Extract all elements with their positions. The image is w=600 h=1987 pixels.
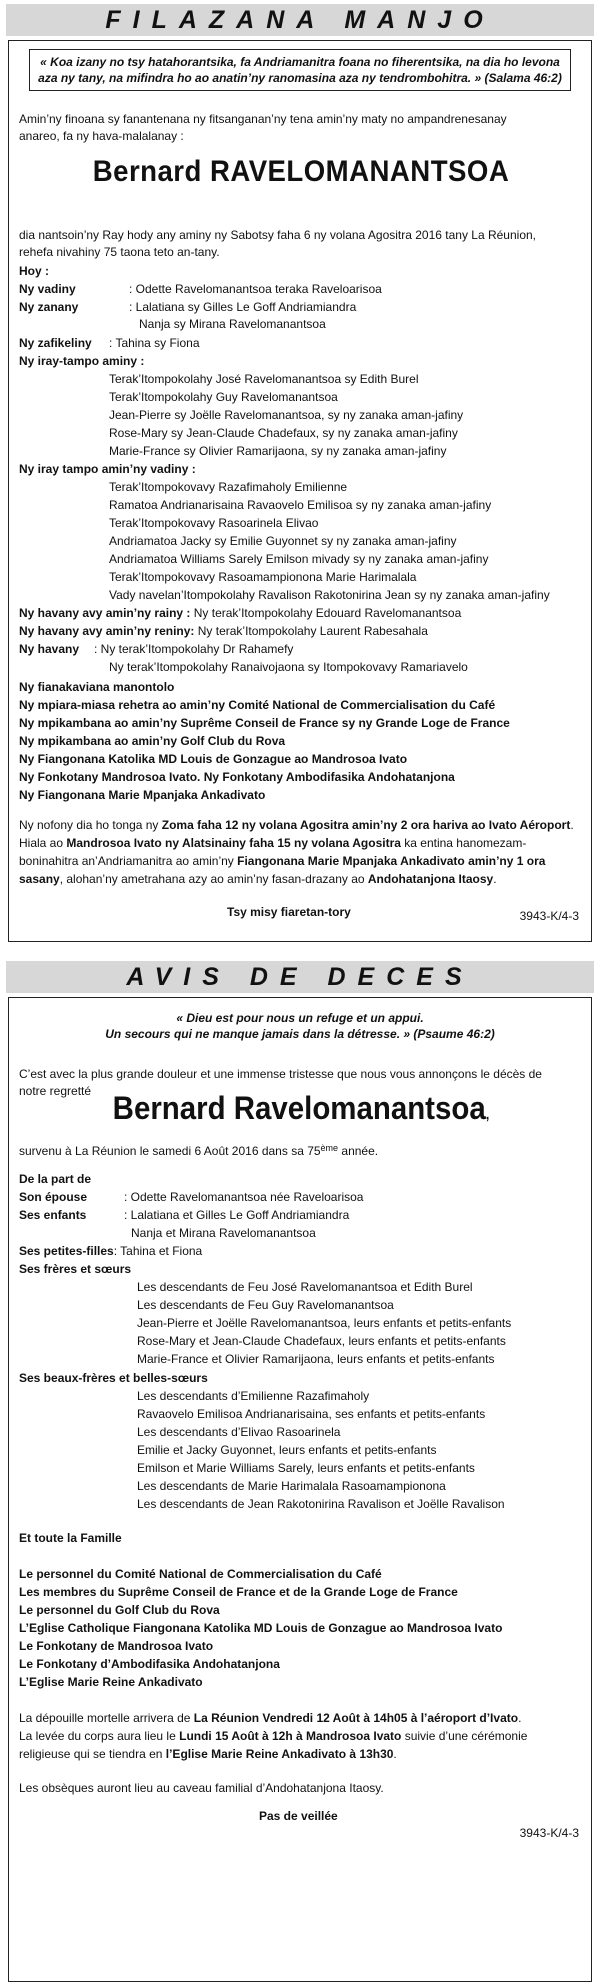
- superscript: ème: [320, 1143, 339, 1153]
- list-item: Emilie et Jacky Guyonnet, leurs enfants et petits-enfants: [137, 1443, 437, 1457]
- list-item: Andriamatoa Jacky sy Emilie Guyonnet sy ny zanaka aman-jafiny: [109, 534, 457, 548]
- list-item: Ravaovelo Emilisoa Andrianarisaina, ses enfants et petits-enfants: [137, 1407, 486, 1421]
- text-span: , alohan’ny ametrahana azy ao amin’ny fasan-drazany ao: [59, 872, 368, 886]
- arrival-line-2: [19, 1728, 527, 1745]
- org-line: Ny mpikambana ao amin’ny Suprême Conseil de France sy ny Grande Loge de France: [19, 716, 510, 730]
- part-label: De la part de: [19, 1172, 92, 1186]
- text-span: Ny nofony dia ho tonga ny: [19, 818, 162, 832]
- iray-vadiny-label: Ny iray tampo amin’ny vadiny :: [19, 462, 196, 476]
- death-line-1: dia nantsoin’ny Ray hody any aminy ny Sabotsy faha 6 ny volana Agositra 2016 tany La Réunion,: [19, 228, 537, 242]
- text-span: sasany: [19, 872, 60, 886]
- list-item: Rose-Mary sy Jean-Claude Chadefaux, sy ny zanaka aman-jafiny: [109, 426, 458, 440]
- rainy-label: Ny havany avy amin’ny rainy :: [19, 606, 191, 620]
- text-span: année.: [338, 1144, 379, 1158]
- org-line: Ny Fonkotany Mandrosoa Ivato. Ny Fonkotany Ambodifasika Andohatanjona: [19, 770, 455, 784]
- vadiny-label: Ny vadiny: [19, 282, 76, 296]
- arrival-line-3: [19, 1746, 397, 1763]
- text-span: .: [570, 818, 574, 832]
- intro-line-2: anareo, fa ny hava-malalanay :: [19, 129, 184, 143]
- text-span: religieuse qui se tiendra en: [19, 1747, 166, 1761]
- malagasy-banner: [6, 4, 594, 36]
- text-span: Lundi 15 Août à 12h à Mandrosoa Ivato: [179, 1729, 402, 1743]
- havany-value-2: Ny terak’Itompokolahy Ranaivojaona sy Itompokovavy Ramariavelo: [109, 660, 468, 674]
- list-item: Terak’Itompokovavy Rasoarinela Elivao: [109, 516, 319, 530]
- malagasy-quote: « Koa izany no tsy hatahorantsika, fa Andriamanitra foana no fiherentsika, na dia ho levona aza ny tany, na mifindra ho ao anatin’ny ranomasina aza ny tendrombohitra. » (Salama 46:2): [29, 49, 571, 91]
- list-item: Marie-France et Olivier Ramarijaona, leurs enfants et petits-enfants: [137, 1352, 495, 1366]
- text-span: survenu à La Réunion le samedi 6 Août 2016 dans sa 75: [19, 1144, 321, 1158]
- quote-line-2: Un secours qui ne manque jamais dans la détresse. » (Psaume 46:2): [105, 1027, 495, 1041]
- list-item: Les descendants d’Emilienne Razafimaholy: [137, 1389, 370, 1403]
- text-span: boninahitra an’Andriamanitra ao amin’ny: [19, 854, 238, 868]
- org-line: Le personnel du Comité National de Commercialisation du Café: [19, 1567, 382, 1581]
- closing-text: Pas de veillée: [259, 1809, 338, 1823]
- freres-label: Ses frères et sœurs: [19, 1262, 132, 1276]
- list-item: Les descendants de Feu Guy Ravelomanantsoa: [137, 1298, 394, 1312]
- zanany-label: Ny zanany: [19, 300, 79, 314]
- deceased-name-text: Bernard Ravelomanantsoa: [112, 1090, 486, 1126]
- zafikeliny-value: : Tahina sy Fiona: [109, 336, 200, 350]
- arrival-line-1: [19, 1710, 521, 1727]
- rainy-line: [19, 605, 461, 622]
- org-line: Le Fonkotany de Mandrosoa Ivato: [19, 1639, 214, 1653]
- text-span: Fiangonana Marie Mpanjaka Ankadivato amin’ny 1 ora: [237, 854, 546, 868]
- list-item: Les descendants d’Elivao Rasoarinela: [137, 1425, 341, 1439]
- org-line: Ny fianakaviana manontolo: [19, 680, 175, 694]
- org-line: Le personnel du Golf Club du Rova: [19, 1603, 220, 1617]
- intro-line-1: Amin’ny finoana sy fanantenana ny fitsanganan’ny tena amin’ny maty no ampandrenesanay: [19, 112, 507, 126]
- malagasy-banner-title: FILAZANA MANJO: [105, 5, 495, 34]
- text-span: .: [493, 872, 497, 886]
- org-line: L’Eglise Marie Reine Ankadivato: [19, 1675, 203, 1689]
- list-item: Les descendants de Marie Harimalala Rasoamampionona: [137, 1479, 446, 1493]
- zafikeliny-label: Ny zafikeliny: [19, 336, 92, 350]
- enfants-value-1: : Lalatiana et Gilles Le Goff Andriamiandra: [124, 1208, 350, 1222]
- deceased-name: Bernard RAVELOMANANTSOA: [92, 155, 510, 188]
- obseques-line: Les obsèques auront lieu au caveau familial d’Andohatanjona Itaosy.: [19, 1781, 384, 1795]
- iray-label: Ny iray-tampo aminy :: [19, 354, 145, 368]
- list-item: Terak’Itompokolahy José Ravelomanantsoa sy Edith Burel: [109, 372, 419, 386]
- list-item: Jean-Pierre et Joëlle Ravelomanantsoa, leurs enfants et petits-enfants: [137, 1316, 512, 1330]
- french-quote: [29, 1006, 571, 1050]
- death-line: [19, 1143, 378, 1160]
- list-item: Emilson et Marie Williams Sarely, leurs enfants et petits-enfants: [137, 1461, 475, 1475]
- death-line-2: rehefa nivahiny 75 taona teto an-tany.: [19, 245, 220, 259]
- text-span: La dépouille mortelle arrivera de: [19, 1711, 194, 1725]
- list-item: Terak’Itompokovavy Razafimaholy Emilienne: [109, 480, 348, 494]
- french-banner: [6, 961, 594, 993]
- reference-code: 3943-K/4-3: [519, 1826, 579, 1840]
- list-item: Marie-France sy Olivier Ramarijaona, sy ny zanaka aman-jafiny: [109, 444, 447, 458]
- reniny-label: Ny havany avy amin’ny reniny:: [19, 624, 195, 638]
- reference-code: 3943-K/4-3: [519, 909, 579, 923]
- deceased-name: [32, 1090, 569, 1126]
- enfants-value-2: Nanja et Mirana Ravelomanantsoa: [131, 1226, 316, 1240]
- arrival-line-3: [19, 853, 545, 870]
- hoy-label: Hoy :: [19, 264, 49, 278]
- epouse-value: : Odette Ravelomanantsoa née Raveloarisoa: [124, 1190, 364, 1204]
- org-line: Ny mpiara-miasa rehetra ao amin’ny Comité National de Commercialisation du Café: [19, 698, 496, 712]
- list-item: Les descendants de Feu José Ravelomanantsoa et Edith Burel: [137, 1280, 473, 1294]
- quote-line-1: « Dieu est pour nous un refuge et un appui.: [176, 1011, 424, 1025]
- text-span: Andohatanjona Itaosy: [367, 872, 494, 886]
- text-span: l’Eglise Marie Reine Ankadivato à 13h30: [165, 1747, 394, 1761]
- list-item: Vady navelan’Itompokolahy Ravalison Rakotonirina Jean sy ny zanaka aman-jafiny: [109, 588, 550, 602]
- list-item: Jean-Pierre sy Joëlle Ravelomanantsoa, sy ny zanaka aman-jafiny: [109, 408, 464, 422]
- petites-label: Ses petites-filles: [19, 1244, 114, 1258]
- name-comma: ,: [485, 1106, 490, 1122]
- list-item: Les descendants de Jean Rakotonirina Ravalison et Joëlle Ravalison: [137, 1497, 505, 1511]
- org-line: Le Fonkotany d’Ambodifasika Andohatanjona: [19, 1657, 280, 1671]
- text-span: La Réunion Vendredi 12 Août à 14h05 à l’aéroport d’Ivato: [193, 1711, 519, 1725]
- intro-line-1: C’est avec la plus grande douleur et une immense tristesse que nous vous annonçons le décès de: [19, 1067, 542, 1081]
- list-item: Terak’Itompokolahy Guy Ravelomanantsoa: [109, 390, 338, 404]
- intro-line-2: notre regretté: [19, 1084, 92, 1098]
- arrival-line-2: [19, 835, 526, 852]
- text-span: .: [393, 1747, 397, 1761]
- enfants-label: Ses enfants: [19, 1208, 87, 1222]
- list-item: Terak’Itompokovavy Rasoamampionona Marie Harimalala: [109, 570, 417, 584]
- text-span: suivie d’une cérémonie: [401, 1729, 528, 1743]
- reniny-value: Ny terak’Itompokolahy Laurent Rabesahala: [194, 624, 428, 638]
- havany-value-1: : Ny terak’Itompokolahy Dr Rahamefy: [94, 642, 294, 656]
- petites-line: [19, 1243, 202, 1260]
- havany-label: Ny havany: [19, 642, 80, 656]
- vadiny-value: : Odette Ravelomanantsoa teraka Raveloarisoa: [129, 282, 382, 296]
- epouse-label: Son épouse: [19, 1190, 88, 1204]
- french-notice: [8, 997, 592, 1982]
- org-line: L’Eglise Catholique Fiangonana Katolika MD Louis de Gonzague ao Mandrosoa Ivato: [19, 1621, 503, 1635]
- arrival-line-1: [19, 817, 574, 834]
- zanany-value-1: : Lalatiana sy Gilles Le Goff Andriamiandra: [129, 300, 357, 314]
- text-span: Mandrosoa Ivato ny Alatsinainy faha 15 ny volana Agositra: [66, 836, 401, 850]
- text-span: .: [518, 1711, 522, 1725]
- famille-label: Et toute la Famille: [19, 1531, 122, 1545]
- petites-value: : Tahina et Fiona: [113, 1244, 203, 1258]
- text-span: ka entina hanomezam-: [400, 836, 527, 850]
- list-item: Andriamatoa Williams Sarely Emilson mivady sy ny zanaka aman-jafiny: [109, 552, 489, 566]
- beaux-label: Ses beaux-frères et belles-sœurs: [19, 1371, 208, 1385]
- rainy-value: Ny terak’Itompokolahy Edouard Ravelomanantsoa: [190, 606, 462, 620]
- french-banner-title: AVIS DE DECES: [126, 962, 474, 991]
- org-line: Ny mpikambana ao amin’ny Golf Club du Rova: [19, 734, 286, 748]
- zanany-value-2: Nanja sy Mirana Ravelomanantsoa: [139, 317, 326, 331]
- arrival-line-4: [19, 871, 497, 888]
- org-line: Les membres du Suprême Conseil de France et de la Grande Loge de France: [19, 1585, 458, 1599]
- list-item: Ramatoa Andrianarisaina Ravaovelo Emilisoa sy ny zanaka aman-jafiny: [109, 498, 492, 512]
- text-span: La levée du corps aura lieu le: [19, 1729, 180, 1743]
- list-item: Rose-Mary et Jean-Claude Chadefaux, leurs enfants et petits-enfants: [137, 1334, 506, 1348]
- org-line: Ny Fiangonana Katolika MD Louis de Gonzague ao Mandrosoa Ivato: [19, 752, 408, 766]
- text-span: Zoma faha 12 ny volana Agositra amin’ny 2 ora hariva ao Ivato Aéroport: [161, 818, 571, 832]
- text-span: Hiala ao: [19, 836, 67, 850]
- malagasy-notice: [8, 40, 592, 942]
- org-line: Ny Fiangonana Marie Mpanjaka Ankadivato: [19, 788, 266, 802]
- reniny-line: [19, 623, 428, 640]
- closing-text: Tsy misy fiaretan-tory: [227, 905, 351, 919]
